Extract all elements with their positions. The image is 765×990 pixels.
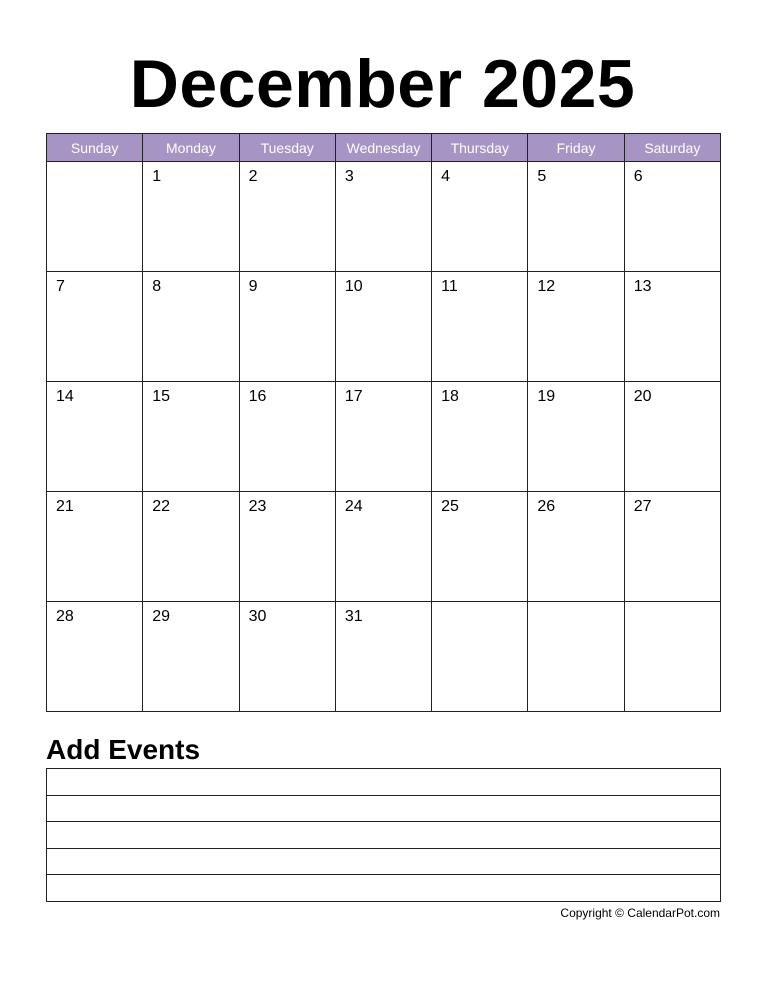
day-number: 6 [633, 168, 643, 185]
day-cell [624, 602, 720, 712]
day-number: 7 [56, 278, 65, 295]
weekday-header: Monday [143, 134, 239, 162]
day-number: 20 [633, 388, 652, 405]
day-cell [239, 492, 335, 602]
day-number: 4 [441, 168, 451, 185]
day-number: 14 [56, 388, 74, 405]
page-title: December 2025 [129, 46, 636, 122]
week-row [47, 162, 721, 272]
day-number: 13 [633, 278, 652, 295]
day-number: 18 [441, 388, 459, 405]
weekday-header: Tuesday [239, 134, 335, 162]
day-cell [335, 272, 431, 382]
day-cell [432, 382, 528, 492]
day-cell [624, 492, 720, 602]
day-number: 10 [344, 278, 363, 295]
day-number: 30 [248, 608, 267, 625]
day-cell [432, 602, 528, 712]
day-cell [143, 162, 239, 272]
copyright-text: Copyright © CalendarPot.com [560, 906, 720, 920]
day-number: 11 [441, 278, 458, 295]
day-number: 28 [56, 608, 74, 625]
day-number: 19 [537, 388, 556, 405]
day-number: 17 [344, 388, 363, 405]
day-number: 21 [56, 498, 74, 515]
day-cell [432, 272, 528, 382]
event-line[interactable] [47, 769, 721, 796]
day-cell [47, 382, 143, 492]
day-number: 26 [537, 498, 556, 515]
event-line[interactable] [47, 875, 721, 902]
day-number [432, 602, 527, 607]
day-cell [528, 382, 624, 492]
day-cell [239, 162, 335, 272]
day-number: 2 [248, 168, 258, 185]
day-cell [239, 602, 335, 712]
day-cell [335, 162, 431, 272]
day-number: 9 [248, 278, 258, 295]
events-heading: Add Events [46, 734, 201, 765]
day-cell [143, 382, 239, 492]
day-number: 29 [152, 608, 171, 625]
day-number: 3 [344, 168, 354, 185]
day-number: 8 [152, 278, 162, 295]
day-number: 23 [248, 498, 267, 515]
day-cell [528, 602, 624, 712]
day-number: 5 [537, 168, 547, 185]
day-cell [143, 492, 239, 602]
day-number: 25 [441, 498, 459, 515]
event-line[interactable] [47, 795, 721, 822]
calendar-grid [46, 133, 721, 712]
day-number: 24 [344, 498, 363, 515]
day-cell [143, 602, 239, 712]
day-cell [239, 272, 335, 382]
day-cell [47, 492, 143, 602]
day-cell [335, 492, 431, 602]
day-cell [47, 272, 143, 382]
day-number: 15 [152, 388, 171, 405]
event-line[interactable] [47, 822, 721, 849]
day-number: 12 [537, 278, 556, 295]
day-cell [143, 272, 239, 382]
weekday-header-row [47, 134, 721, 162]
day-cell [335, 602, 431, 712]
weekday-header: Thursday [432, 134, 528, 162]
event-line[interactable] [47, 848, 721, 875]
day-number: 31 [344, 608, 363, 625]
week-row [47, 272, 721, 382]
day-number [47, 162, 142, 167]
day-number [528, 602, 623, 607]
day-number [625, 602, 720, 607]
day-cell [432, 162, 528, 272]
day-cell [528, 162, 624, 272]
day-cell [47, 602, 143, 712]
weekday-header: Sunday [47, 134, 143, 162]
events-lines [46, 768, 721, 902]
weekday-header: Friday [528, 134, 624, 162]
weekday-header: Saturday [624, 134, 720, 162]
week-row [47, 602, 721, 712]
day-number: 22 [152, 498, 171, 515]
day-cell [624, 382, 720, 492]
day-cell [624, 162, 720, 272]
day-cell [528, 272, 624, 382]
week-row [47, 382, 721, 492]
day-cell [624, 272, 720, 382]
day-cell [47, 162, 143, 272]
day-number: 27 [633, 498, 652, 515]
day-cell [335, 382, 431, 492]
day-cell [239, 382, 335, 492]
weekday-header: Wednesday [335, 134, 431, 162]
day-number: 1 [152, 168, 162, 185]
day-cell [528, 492, 624, 602]
week-row [47, 492, 721, 602]
day-cell [432, 492, 528, 602]
day-number: 16 [248, 388, 267, 405]
